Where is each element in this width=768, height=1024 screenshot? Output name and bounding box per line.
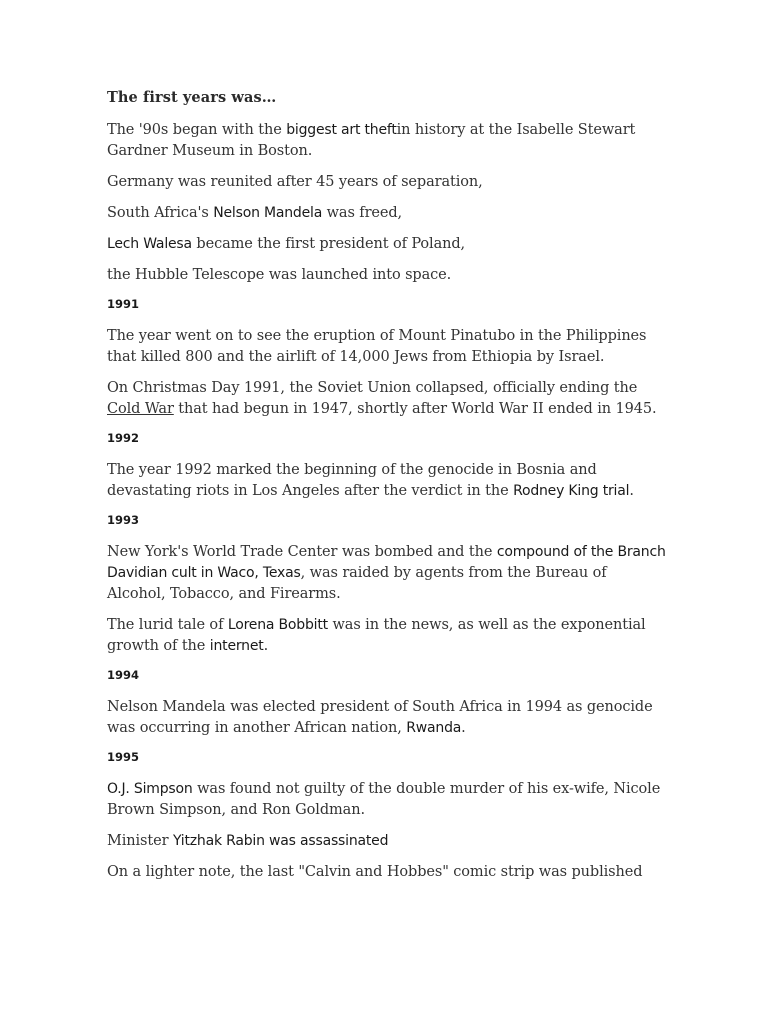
highlight-lech-walesa[interactable]: Lech Walesa (107, 236, 192, 252)
paragraph-pinatubo: The year went on to see the eruption of Mount Pinatubo in the Philippines that killed 800 and the airlift of 14,000 Jews from Ethiopia by Israel. (107, 328, 647, 365)
text-span: South Africa's (107, 205, 214, 221)
highlight-internet[interactable]: internet (209, 638, 264, 654)
highlight-art-theft[interactable]: biggest art theft (286, 122, 397, 138)
highlight-lorena-bobbitt[interactable]: Lorena Bobbitt (227, 617, 328, 633)
paragraph-mandela-elected (107, 697, 667, 739)
text-span: The year 1992 marked the beginning of the genocide in Bosnia and devastating riots in Los Angeles after the verdict in the (107, 462, 597, 499)
paragraph-bobbitt (107, 615, 667, 657)
text-span: . (629, 483, 634, 499)
highlight-nelson-mandela[interactable]: Nelson Mandela (213, 205, 323, 221)
paragraph-walesa (107, 234, 667, 255)
paragraph-rabin (107, 831, 667, 852)
paragraph-soviet-union (107, 378, 667, 420)
paragraph-bosnia (107, 460, 667, 502)
text-span: was found not guilty of the double murder of his ex-wife, Nicole Brown Simpson, and Ron Goldman. (107, 781, 661, 818)
paragraph-art-theft (107, 120, 667, 162)
text-span: Nelson Mandela was elected president of South Africa in 1994 as genocide was occurring in another African nation, (107, 699, 653, 736)
year-heading-1991: 1991 (107, 297, 140, 311)
text-span: On Christmas Day 1991, the Soviet Union collapsed, officially ending the (107, 380, 638, 396)
paragraph-oj-simpson (107, 779, 667, 821)
text-span: became the first president of Poland, (191, 236, 466, 252)
text-span: that had begun in 1947, shortly after World War II ended in 1945. (173, 401, 657, 417)
text-span: in history at the Isabelle Stewart Gardner Museum in Boston. (107, 122, 636, 159)
paragraph-wtc (107, 542, 667, 605)
text-span: . (461, 720, 466, 736)
paragraph-mandela-freed (107, 203, 667, 224)
text-span: Minister (107, 833, 173, 849)
year-heading-1995: 1995 (107, 750, 140, 764)
text-span: was in the news, as well as the exponential growth of the (107, 617, 646, 654)
paragraph-hubble: the Hubble Telescope was launched into space. (107, 267, 452, 283)
year-heading-1992: 1992 (107, 431, 140, 445)
text-span: The lurid tale of (107, 617, 228, 633)
document-page (107, 88, 667, 893)
year-heading-1994: 1994 (107, 668, 140, 682)
paragraph-calvin-hobbes: On a lighter note, the last "Calvin and Hobbes" comic strip was published (107, 864, 643, 880)
highlight-branch-davidian[interactable]: compound of the Branch Davidian cult in Waco, Texas (107, 544, 666, 581)
highlight-rwanda[interactable]: Rwanda (406, 720, 462, 736)
text-span: was freed, (322, 205, 403, 221)
document-heading: The first years was… (107, 89, 277, 106)
text-span: . (263, 638, 269, 654)
highlight-oj-simpson[interactable]: O.J. Simpson (107, 781, 193, 797)
paragraph-germany: Germany was reunited after 45 years of separation, (107, 174, 483, 190)
year-heading-1993: 1993 (107, 513, 140, 527)
text-span: The '90s began with the (107, 122, 287, 138)
text-span: , was raided by agents from the Bureau of Alcohol, Tobacco, and Firearms. (107, 565, 607, 602)
text-span: New York's World Trade Center was bombed and the (107, 544, 497, 560)
link-cold-war[interactable]: Cold War (107, 401, 174, 417)
highlight-rodney-king[interactable]: Rodney King trial (513, 483, 630, 499)
highlight-yitzhak-rabin[interactable]: Yitzhak Rabin was assassinated (172, 833, 389, 849)
